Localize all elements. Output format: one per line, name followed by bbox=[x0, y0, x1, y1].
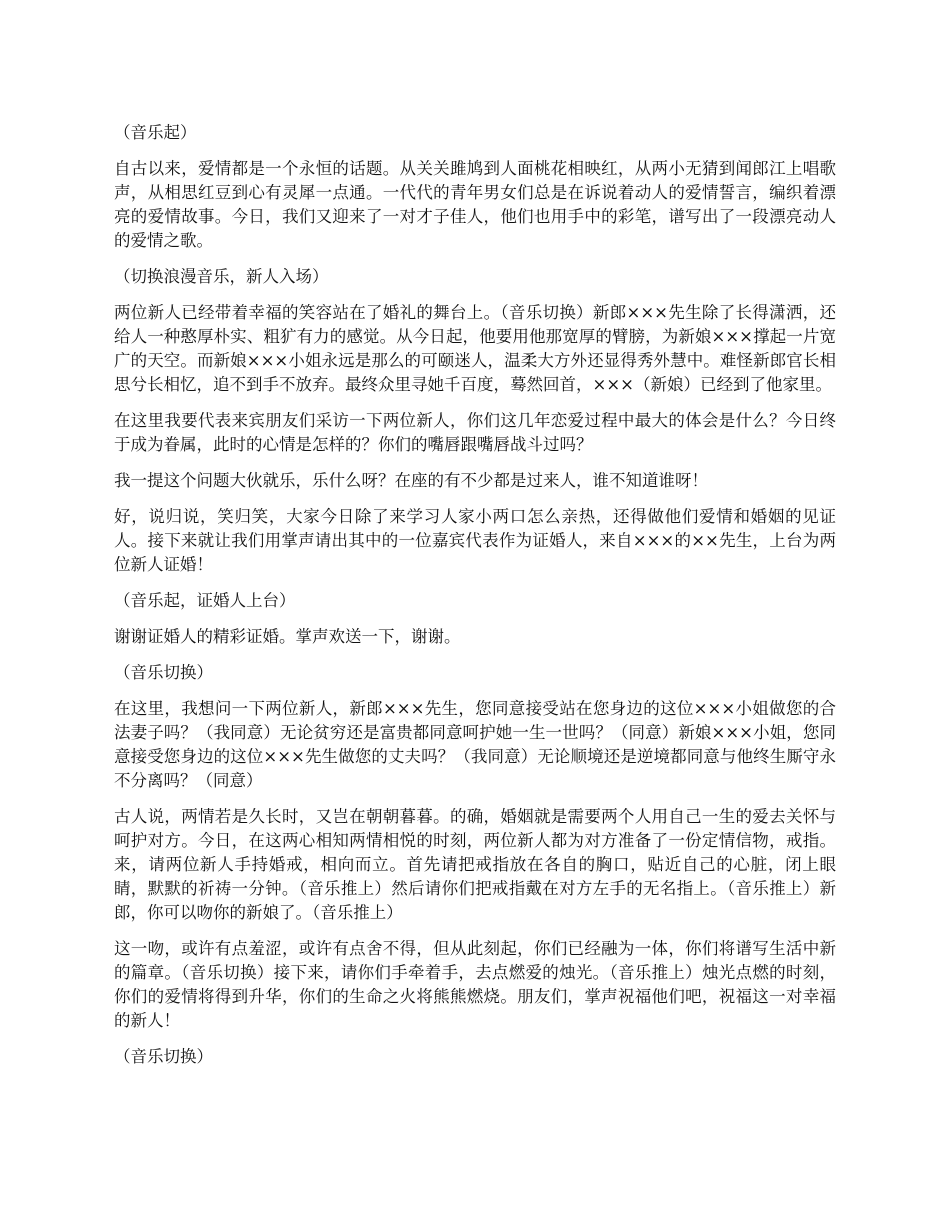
paragraph-candle: 这一吻，或许有点羞涩，或许有点舍不得，但从此刻起，你们已经融为一体，你们将谱写生活中新的篇章。（音乐切换）接下来，请你们手牵着手，去点燃爱的烛光。（音乐推上）烛光点燃的时刻，你们的爱情将得到升华，你们的生命之火将熊熊燃烧。朋友们，掌声祝福他们吧，祝福这一对幸福的新人！ bbox=[114, 939, 836, 1030]
paragraph-opening: 自古以来，爱情都是一个永恒的话题。从关关雎鸠到人面桃花相映红，从两小无猜到闻郎江上唱歌声，从相思红豆到心有灵犀一点通。一代代的青年男女们总是在诉说着动人的爱情誓言，编织着漂亮的爱情故事。今日，我们又迎来了一对才子佳人，他们也用手中的彩笔，谱写出了一段漂亮动人的爱情之歌。 bbox=[114, 159, 836, 250]
paragraph-rings: 古人说，两情若是久长时，又岂在朝朝暮暮。的确，婚姻就是需要两个人用自己一生的爱去关怀与呵护对方。今日，在这两心相知两情相悦的时刻，两位新人都为对方准备了一份定情信物，戒指。来，请两位新人手持婚戒，相向而立。首先请把戒指放在各自的胸口，贴近自己的心脏，闭上眼睛，默默的祈祷一分钟。（音乐推上）然后请你们把戒指戴在对方左手的无名指上。（音乐推上）新郎，你可以吻你的新娘了。（音乐推上） bbox=[114, 807, 836, 922]
stage-direction-music-start: （音乐起） bbox=[114, 123, 197, 142]
stage-direction-music-switch-final: （音乐切换） bbox=[114, 1047, 213, 1066]
stage-direction-witness: （音乐起，证婚人上台） bbox=[114, 591, 296, 610]
stage-direction-couple-entrance: （切换浪漫音乐，新人入场） bbox=[114, 267, 329, 286]
paragraph-invite-witness: 好，说归说，笑归笑，大家今日除了来学习人家小两口怎么亲热，还得做他们爱情和婚姻的见证人。接下来就让我们用掌声请出其中的一位嘉宾代表作为证婚人，来自×××的××先生，上台为两位新人证婚！ bbox=[114, 507, 836, 574]
paragraph-thank-witness: 谢谢证婚人的精彩证婚。掌声欢送一下，谢谢。 bbox=[114, 627, 461, 646]
paragraph-joke: 我一提这个问题大伙就乐，乐什么呀？在座的有不少都是过来人，谁不知道谁呀！ bbox=[114, 471, 708, 490]
paragraph-interview: 在这里我要代表来宾朋友们采访一下两位新人，你们这几年恋爱过程中最大的体会是什么？今日终于成为眷属，此时的心情是怎样的？你们的嘴唇跟嘴唇战斗过吗？ bbox=[114, 411, 836, 454]
document-page bbox=[114, 121, 836, 1081]
paragraph-vows: 在这里，我想问一下两位新人，新郎×××先生，您同意接受站在您身边的这位×××小姐做您的合法妻子吗？（我同意）无论贫穷还是富贵都同意呵护她一生一世吗？（同意）新娘×××小姐，您同意接受您身边的这位×××先生做您的丈夫吗？（我同意）无论顺境还是逆境都同意与他终生厮守永不分离吗？（同意） bbox=[114, 699, 836, 790]
paragraph-introduce-couple: 两位新人已经带着幸福的笑容站在了婚礼的舞台上。（音乐切换）新郎×××先生除了长得潇洒，还给人一种憨厚朴实、粗犷有力的感觉。从今日起，他要用他那宽厚的臂膀，为新娘×××撑起一片宽广的天空。而新娘×××小姐永远是那么的可颐迷人，温柔大方外还显得秀外慧中。难怪新郎官长相思兮长相忆，追不到手不放弃。最终众里寻她千百度，蓦然回首，×××（新娘）已经到了他家里。 bbox=[114, 303, 836, 394]
stage-direction-music-switch: （音乐切换） bbox=[114, 663, 213, 682]
